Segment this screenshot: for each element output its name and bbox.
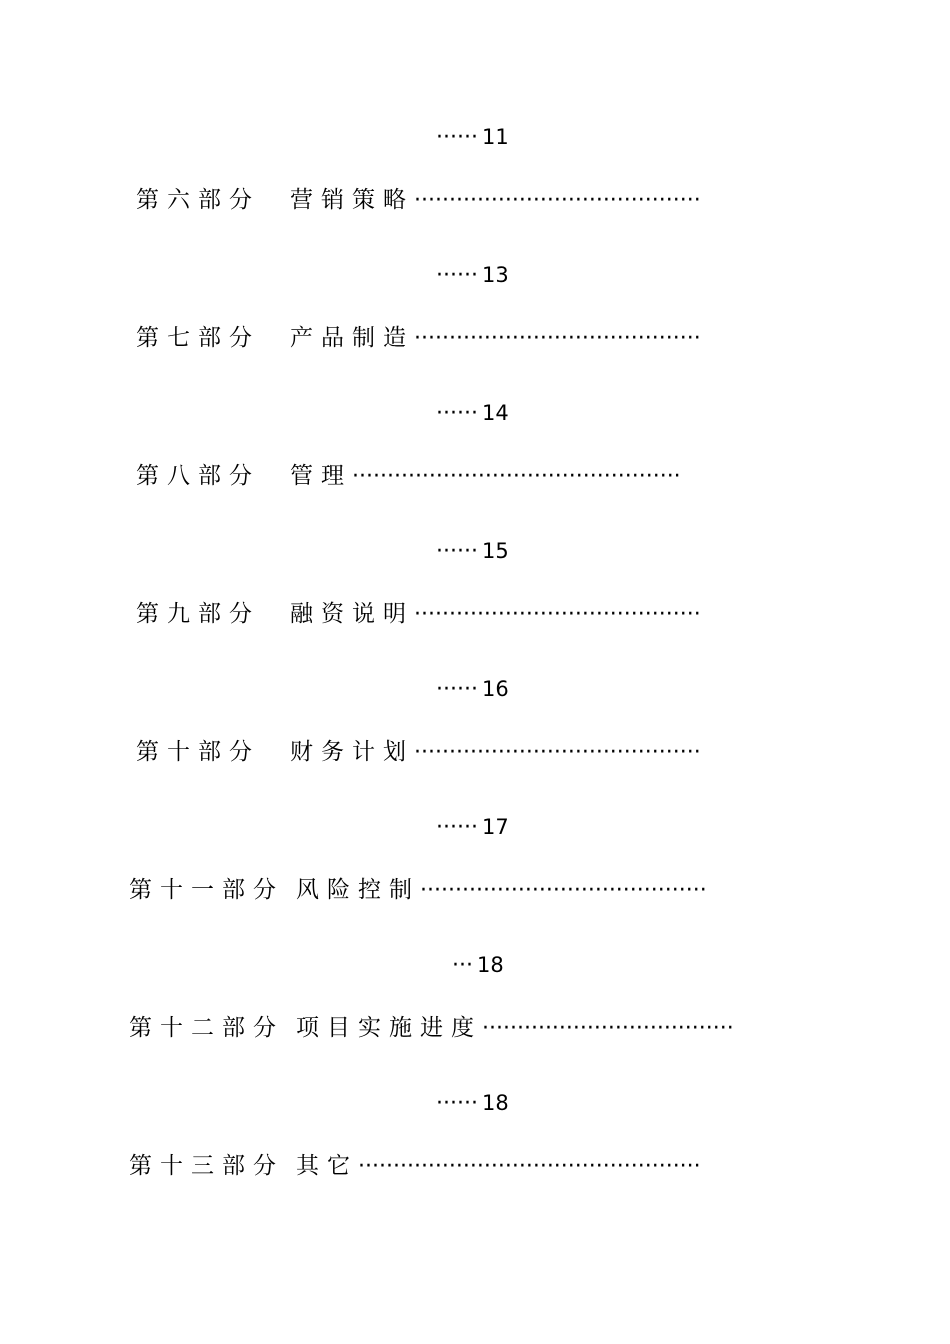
toc-leader: ········································· xyxy=(414,188,701,213)
toc-page-continuation xyxy=(436,260,509,290)
toc-entry-part-13[interactable] xyxy=(129,1151,701,1181)
toc-page-number: 18 xyxy=(481,1091,509,1115)
toc-leader: ······ xyxy=(436,539,478,564)
toc-leader: ······ xyxy=(436,263,478,288)
toc-entry-title: 管理 xyxy=(290,463,352,489)
toc-page-continuation xyxy=(436,812,509,842)
toc-leader: ········································· xyxy=(414,326,701,351)
toc-leader: ······ xyxy=(436,1091,478,1116)
toc-leader: ··············································· xyxy=(352,464,681,489)
toc-entry-title: 项目实施进度 xyxy=(296,1015,482,1041)
toc-entry-part-9[interactable] xyxy=(136,599,701,629)
toc-page-number: 14 xyxy=(481,401,509,425)
toc-entry-title: 产品制造 xyxy=(290,325,414,351)
toc-part-label: 第十部分 xyxy=(136,739,260,765)
toc-page-continuation xyxy=(436,536,509,566)
toc-entry-title: 营销策略 xyxy=(290,187,414,213)
toc-leader: ···································· xyxy=(482,1016,734,1041)
toc-leader: ········································· xyxy=(414,740,701,765)
toc-leader: ······ xyxy=(436,401,478,426)
toc-page-continuation xyxy=(452,950,504,980)
toc-leader: ················································· xyxy=(358,1154,701,1179)
toc-entry-part-8[interactable] xyxy=(136,461,681,491)
toc-entry-part-11[interactable] xyxy=(129,875,707,905)
toc-part-label: 第六部分 xyxy=(136,187,260,213)
toc-entry-title: 融资说明 xyxy=(290,601,414,627)
toc-page-continuation xyxy=(436,674,509,704)
toc-leader: ······ xyxy=(436,125,478,150)
toc-part-label: 第十三部分 xyxy=(129,1153,284,1179)
toc-leader: ········································· xyxy=(420,878,707,903)
toc-page-number: 18 xyxy=(476,953,504,977)
toc-leader: ······ xyxy=(436,677,478,702)
toc-entry-part-6[interactable] xyxy=(136,185,701,215)
toc-part-label: 第九部分 xyxy=(136,601,260,627)
toc-entry-title: 财务计划 xyxy=(290,739,414,765)
toc-page-continuation xyxy=(436,1088,509,1118)
toc-leader: ········································· xyxy=(414,602,701,627)
toc-page-number: 17 xyxy=(481,815,509,839)
toc-page-number: 15 xyxy=(481,539,509,563)
toc-entry-title: 其它 xyxy=(296,1153,358,1179)
toc-entry-part-10[interactable] xyxy=(136,737,701,767)
toc-page-continuation xyxy=(436,122,509,152)
toc-entry-part-12[interactable] xyxy=(129,1013,734,1043)
toc-page-number: 16 xyxy=(481,677,509,701)
toc-leader: ······ xyxy=(436,815,478,840)
toc-leader: ··· xyxy=(452,953,473,978)
toc-page-number: 13 xyxy=(481,263,509,287)
toc-page-continuation xyxy=(436,398,509,428)
toc-entry-part-7[interactable] xyxy=(136,323,701,353)
toc-part-label: 第七部分 xyxy=(136,325,260,351)
toc-entry-title: 风险控制 xyxy=(296,877,420,903)
toc-part-label: 第十二部分 xyxy=(129,1015,284,1041)
toc-page-number: 11 xyxy=(481,125,509,149)
toc-part-label: 第十一部分 xyxy=(129,877,284,903)
toc-part-label: 第八部分 xyxy=(136,463,260,489)
